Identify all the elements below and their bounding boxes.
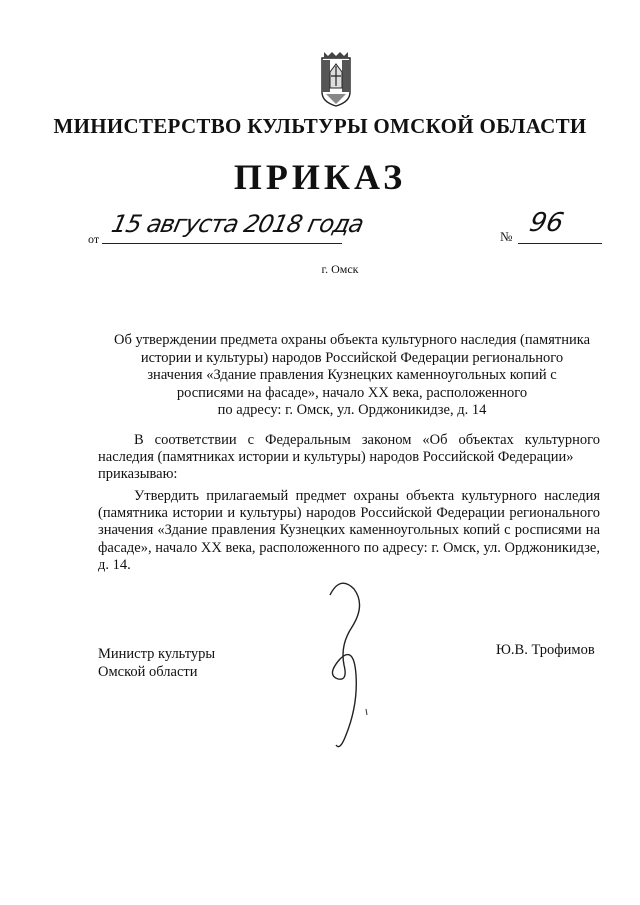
order-word: приказываю: — [98, 466, 178, 483]
preamble-paragraph — [98, 432, 600, 484]
signatory-position — [98, 645, 215, 681]
document-subject — [92, 332, 612, 420]
subject-line: росписями на фасаде», начало XX века, расположенного — [176, 384, 528, 401]
position-line: Министр культуры — [98, 646, 216, 662]
ministry-title: МИНИСТЕРСТВО КУЛЬТУРЫ ОМСКОЙ ОБЛАСТИ — [53, 114, 587, 138]
order-paragraph: Утвердить прилагаемый предмет охраны объекта культурного наследия (памятника истории и культуры) народов Российской Федерации регионального значения «Здание правления Кузнецких каменноугольных копий с росписями на фасаде», начало XX века, расположенного по адресу: г. Омск, ул. Орджоникидзе, д. 14. — [98, 488, 600, 573]
subject-line: истории и культуры) народов Российской Федерации регионального — [140, 349, 564, 366]
position-line: Омской области — [98, 664, 198, 680]
document-type-title: ПРИКАЗ — [233, 157, 407, 197]
number-underline — [518, 243, 602, 244]
date-underline — [102, 243, 342, 244]
handwritten-date: 15 августа 2018 года — [109, 210, 366, 238]
subject-line: по адресу: г. Омск, ул. Орджоникидзе, д. 14 — [217, 402, 487, 418]
date-prefix: от — [88, 232, 100, 246]
number-prefix: № — [500, 229, 513, 244]
subject-line: значения «Здание правления Кузнецких каменноугольных копий с — [147, 367, 557, 383]
signatory-name: Ю.В. Трофимов — [496, 642, 595, 658]
handwritten-signature — [290, 575, 400, 755]
subject-line: Об утверждении предмета охраны объекта культурного наследия (памятника — [113, 332, 591, 348]
handwritten-number: 96 — [526, 208, 567, 238]
preamble-text: В соответствии с Федеральным законом «Об объектах культурного наследия (памятниках истории и культуры) народов Российской Федерации» — [98, 432, 600, 466]
omsk-coat-of-arms-icon — [318, 52, 354, 108]
city-label: г. Омск — [321, 262, 359, 276]
